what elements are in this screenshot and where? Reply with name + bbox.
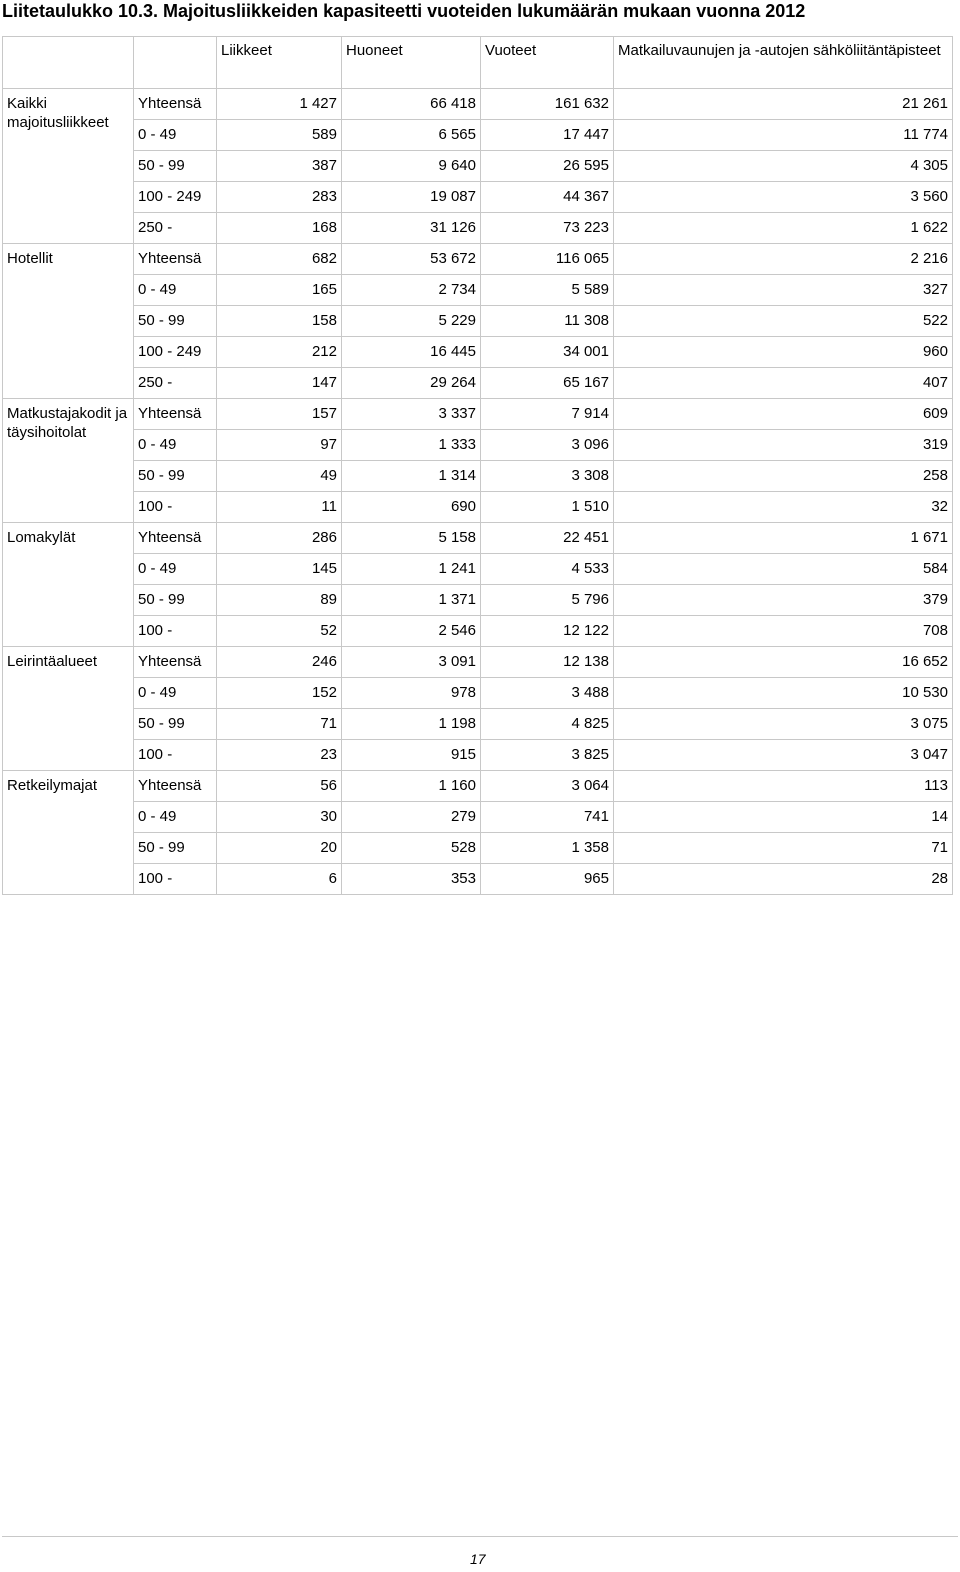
table-cell: 113 xyxy=(614,771,953,802)
table-cell: 168 xyxy=(217,213,342,244)
table-row xyxy=(3,771,953,802)
table-cell: 3 488 xyxy=(481,678,614,709)
table-cell: 12 138 xyxy=(481,647,614,678)
table-cell: 915 xyxy=(342,740,481,771)
header-empty-category xyxy=(3,37,134,89)
size-class-label: 100 - xyxy=(134,492,217,523)
table-cell: 7 914 xyxy=(481,399,614,430)
table-cell: 56 xyxy=(217,771,342,802)
table-cell: 682 xyxy=(217,244,342,275)
header-vuoteet: Vuoteet xyxy=(481,37,614,89)
table-cell: 11 xyxy=(217,492,342,523)
table-cell: 161 632 xyxy=(481,89,614,120)
table-row xyxy=(3,244,953,275)
table-cell: 157 xyxy=(217,399,342,430)
table-cell: 3 560 xyxy=(614,182,953,213)
table-cell: 3 064 xyxy=(481,771,614,802)
table-row xyxy=(3,492,953,523)
table-cell: 258 xyxy=(614,461,953,492)
table-cell: 1 198 xyxy=(342,709,481,740)
table-cell: 16 652 xyxy=(614,647,953,678)
table-cell: 9 640 xyxy=(342,151,481,182)
size-class-label: 50 - 99 xyxy=(134,585,217,616)
table-cell: 34 001 xyxy=(481,337,614,368)
table-cell: 2 546 xyxy=(342,616,481,647)
table-cell: 1 358 xyxy=(481,833,614,864)
size-class-label: 50 - 99 xyxy=(134,151,217,182)
size-class-label: 0 - 49 xyxy=(134,275,217,306)
table-cell: 152 xyxy=(217,678,342,709)
table-row xyxy=(3,368,953,399)
table-cell: 1 333 xyxy=(342,430,481,461)
table-cell: 708 xyxy=(614,616,953,647)
table-row xyxy=(3,89,953,120)
table-body xyxy=(3,89,953,895)
table-cell: 30 xyxy=(217,802,342,833)
category-label: Lomakylät xyxy=(3,523,134,647)
category-label: Retkeilymajat xyxy=(3,771,134,895)
size-class-label: 250 - xyxy=(134,213,217,244)
table-cell: 49 xyxy=(217,461,342,492)
table-row xyxy=(3,740,953,771)
table-row xyxy=(3,120,953,151)
size-class-label: Yhteensä xyxy=(134,244,217,275)
table-cell: 73 223 xyxy=(481,213,614,244)
size-class-label: 50 - 99 xyxy=(134,461,217,492)
table-cell: 52 xyxy=(217,616,342,647)
table-row xyxy=(3,275,953,306)
table-cell: 246 xyxy=(217,647,342,678)
table-cell: 3 075 xyxy=(614,709,953,740)
page-title: Liitetaulukko 10.3. Majoitusliikkeiden kapasiteetti vuoteiden lukumäärän mukaan vuonna 2012 xyxy=(2,1,806,21)
table-cell: 29 264 xyxy=(342,368,481,399)
header-liikkeet: Liikkeet xyxy=(217,37,342,89)
category-label: Kaikki majoitusliikkeet xyxy=(3,89,134,244)
table-cell: 6 xyxy=(217,864,342,895)
size-class-label: Yhteensä xyxy=(134,523,217,554)
table-row xyxy=(3,585,953,616)
table-cell: 379 xyxy=(614,585,953,616)
table-cell: 2 216 xyxy=(614,244,953,275)
table-cell: 741 xyxy=(481,802,614,833)
table-cell: 5 158 xyxy=(342,523,481,554)
table-cell: 6 565 xyxy=(342,120,481,151)
table-row xyxy=(3,523,953,554)
size-class-label: Yhteensä xyxy=(134,771,217,802)
table-cell: 10 530 xyxy=(614,678,953,709)
table-cell: 44 367 xyxy=(481,182,614,213)
table-cell: 965 xyxy=(481,864,614,895)
table-cell: 4 533 xyxy=(481,554,614,585)
table-cell: 3 825 xyxy=(481,740,614,771)
table-cell: 4 825 xyxy=(481,709,614,740)
table-row xyxy=(3,306,953,337)
table-cell: 23 xyxy=(217,740,342,771)
size-class-label: 50 - 99 xyxy=(134,833,217,864)
table-row xyxy=(3,182,953,213)
table-cell: 12 122 xyxy=(481,616,614,647)
table-cell: 584 xyxy=(614,554,953,585)
table-cell: 522 xyxy=(614,306,953,337)
table-row xyxy=(3,709,953,740)
table-cell: 145 xyxy=(217,554,342,585)
table-cell: 1 622 xyxy=(614,213,953,244)
table-cell: 66 418 xyxy=(342,89,481,120)
table-row xyxy=(3,430,953,461)
table-row xyxy=(3,337,953,368)
capacity-table xyxy=(2,36,953,895)
table-cell: 71 xyxy=(614,833,953,864)
table-cell: 158 xyxy=(217,306,342,337)
size-class-label: 100 - xyxy=(134,864,217,895)
table-cell: 14 xyxy=(614,802,953,833)
header-sahkoliitantapisteet: Matkailuvaunujen ja -autojen sähköliitäntäpisteet xyxy=(614,37,953,89)
table-cell: 28 xyxy=(614,864,953,895)
table-cell: 353 xyxy=(342,864,481,895)
table-cell: 71 xyxy=(217,709,342,740)
table-cell: 279 xyxy=(342,802,481,833)
table-row xyxy=(3,802,953,833)
header-row xyxy=(3,37,953,89)
table-cell: 1 371 xyxy=(342,585,481,616)
table-cell: 3 308 xyxy=(481,461,614,492)
table-cell: 116 065 xyxy=(481,244,614,275)
table-cell: 19 087 xyxy=(342,182,481,213)
table-cell: 89 xyxy=(217,585,342,616)
table-cell: 32 xyxy=(614,492,953,523)
table-cell: 26 595 xyxy=(481,151,614,182)
table-cell: 65 167 xyxy=(481,368,614,399)
category-label: Leirintäalueet xyxy=(3,647,134,771)
table-cell: 978 xyxy=(342,678,481,709)
table-cell: 5 796 xyxy=(481,585,614,616)
table-cell: 2 734 xyxy=(342,275,481,306)
table-row xyxy=(3,151,953,182)
category-label: Matkustajakodit ja täysihoitolat xyxy=(3,399,134,523)
size-class-label: Yhteensä xyxy=(134,399,217,430)
header-empty-size xyxy=(134,37,217,89)
size-class-label: 100 - xyxy=(134,740,217,771)
size-class-label: 0 - 49 xyxy=(134,802,217,833)
table-cell: 1 671 xyxy=(614,523,953,554)
table-cell: 609 xyxy=(614,399,953,430)
table-cell: 1 241 xyxy=(342,554,481,585)
table-cell: 3 091 xyxy=(342,647,481,678)
table-row xyxy=(3,647,953,678)
table-row xyxy=(3,213,953,244)
table-cell: 147 xyxy=(217,368,342,399)
table-cell: 528 xyxy=(342,833,481,864)
table-cell: 387 xyxy=(217,151,342,182)
table-cell: 97 xyxy=(217,430,342,461)
page-number: 17 xyxy=(470,1551,486,1567)
table-cell: 11 308 xyxy=(481,306,614,337)
table-cell: 407 xyxy=(614,368,953,399)
table-row xyxy=(3,864,953,895)
size-class-label: 100 - 249 xyxy=(134,182,217,213)
table-cell: 21 261 xyxy=(614,89,953,120)
table-cell: 3 337 xyxy=(342,399,481,430)
size-class-label: 50 - 99 xyxy=(134,306,217,337)
table-cell: 31 126 xyxy=(342,213,481,244)
table-row xyxy=(3,461,953,492)
table-row xyxy=(3,616,953,647)
table-cell: 327 xyxy=(614,275,953,306)
table-cell: 165 xyxy=(217,275,342,306)
size-class-label: 100 - xyxy=(134,616,217,647)
table-cell: 20 xyxy=(217,833,342,864)
size-class-label: 0 - 49 xyxy=(134,120,217,151)
table-row xyxy=(3,399,953,430)
table-cell: 1 160 xyxy=(342,771,481,802)
table-row xyxy=(3,833,953,864)
table-cell: 5 589 xyxy=(481,275,614,306)
table-cell: 22 451 xyxy=(481,523,614,554)
table-cell: 11 774 xyxy=(614,120,953,151)
table-cell: 3 047 xyxy=(614,740,953,771)
table-cell: 5 229 xyxy=(342,306,481,337)
size-class-label: 250 - xyxy=(134,368,217,399)
table-row xyxy=(3,554,953,585)
size-class-label: 0 - 49 xyxy=(134,430,217,461)
table-cell: 319 xyxy=(614,430,953,461)
table-cell: 1 427 xyxy=(217,89,342,120)
table-cell: 589 xyxy=(217,120,342,151)
size-class-label: 50 - 99 xyxy=(134,709,217,740)
size-class-label: Yhteensä xyxy=(134,89,217,120)
table-cell: 4 305 xyxy=(614,151,953,182)
table-cell: 286 xyxy=(217,523,342,554)
header-huoneet: Huoneet xyxy=(342,37,481,89)
table-cell: 960 xyxy=(614,337,953,368)
table-cell: 1 510 xyxy=(481,492,614,523)
table-cell: 212 xyxy=(217,337,342,368)
size-class-label: Yhteensä xyxy=(134,647,217,678)
size-class-label: 0 - 49 xyxy=(134,678,217,709)
table-cell: 3 096 xyxy=(481,430,614,461)
category-label: Hotellit xyxy=(3,244,134,399)
table-cell: 1 314 xyxy=(342,461,481,492)
table-cell: 16 445 xyxy=(342,337,481,368)
table-cell: 690 xyxy=(342,492,481,523)
size-class-label: 0 - 49 xyxy=(134,554,217,585)
table-cell: 17 447 xyxy=(481,120,614,151)
footer-divider xyxy=(2,1536,958,1537)
size-class-label: 100 - 249 xyxy=(134,337,217,368)
table-cell: 53 672 xyxy=(342,244,481,275)
table-cell: 283 xyxy=(217,182,342,213)
table-row xyxy=(3,678,953,709)
